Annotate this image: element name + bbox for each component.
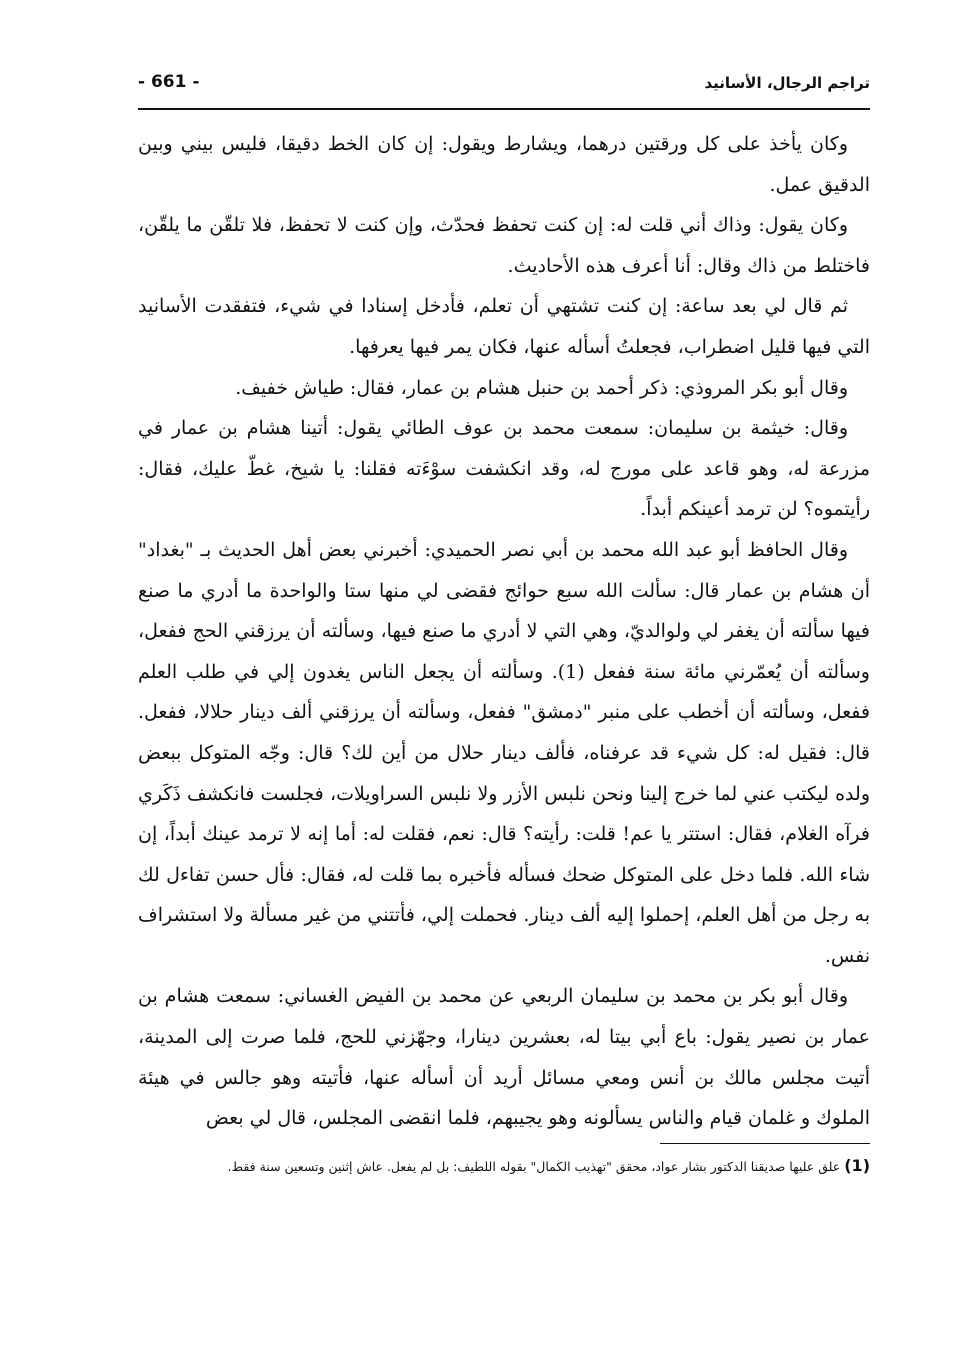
footnote: [138, 1152, 870, 1180]
paragraph: وقال: خيثمة بن سليمان: سمعت محمد بن عوف الطائي يقول: أتينا هشام بن عمار في مزرعة له، وهو قاعد على مورج له، وقد انكشفت سوْءَته فقلنا: يا شيخ، غطّ عليك، فقال: رأيتموه؟ لن ترمد أعينكم أبداً.: [138, 417, 871, 521]
header-divider: [138, 108, 870, 110]
paragraph: وقال أبو بكر بن محمد بن سليمان الربعي عن محمد بن الفيض الغساني: سمعت هشام بن عمار بن نصير يقول: باع أبي بيتا له، بعشرين دينارا، وجهّزني للحج، فلما صرت إلى المدينة، أتيت مجلس مالك بن أنس ومعي مسائل أريد أن أسأله عنها، فأتيته وهو جالس في هيئة الملوك و غلمان قيام والناس يسألونه وهو يجيبهم، فلما انقضى المجلس، قال لي بعض: [138, 985, 870, 1130]
page-header: [138, 68, 870, 102]
paragraph: وكان يأخذ على كل ورقتين درهما، ويشارط ويقول: إن كان الخط دقيقا، فليس بيني وبين الدقيق عمل.: [138, 133, 870, 196]
page-number: - 661 -: [138, 72, 200, 92]
footnote-divider: [660, 1143, 870, 1144]
paragraph: وقال الحافظ أبو عبد الله محمد بن أبي نصر الحميدي: أخبرني بعض أهل الحديث بـ "بغداد" أن هشام بن عمار قال: سألت الله سبع حوائج فقضى لي منها ستا والواحدة ما أدري ما صنع فيها سألته أن يغفر لي ولوالديّ، وهي التي لا أدري ما صنع فيها، وسألته أن يرزقني الحج ففعل، وسألته أن يُعمّرني مائة سنة ففعل (1). وسألته أن يجعل الناس يغدون إلي في طلب العلم ففعل، وسألته أن أخطب على منبر "دمشق" ففعل، وسألته أن يرزقني ألف دينار حلالا، ففعل. قال: فقيل له: كل شيء قد عرفناه، فألف دينار حلال من أين لك؟ قال: وجّه المتوكل ببعض ولده ليكتب عني لما خرج إلينا ونحن نلبس الأزر ولا نلبس السراويلات، فجلست فانكشف ذَكَري فرآه الغلام، فقال: استتر يا عم! قلت: رأيته؟ قال: نعم، فقلت له: أما إنه لا ترمد عينك أبداً، إن شاء الله. فلما دخل على المتوكل ضحك فسأله فأخبره بما قلت له، فقال: فأل حسن تفاءل لك به رجل من أهل العلم، إحملوا إليه ألف دينار. فحملت إلي، فأتتني من غير مسألة ولا استشراف نفس.: [138, 538, 870, 967]
footnote-marker: (1): [844, 1156, 870, 1175]
running-title: تراجم الرجال، الأسانيد: [704, 74, 870, 92]
paragraph: ثم قال لي بعد ساعة: إن كنت تشتهي أن تعلم، فأدخل إسنادا في شيء، فتفقدت الأسانيد التي فيها قليل اضطراب، فجعلتُ أسأله عنها، فكان يمر فيها يعرفها.: [138, 295, 870, 358]
paragraph: وقال أبو بكر المروذي: ذكر أحمد بن حنبل هشام بن عمار، فقال: طياش خفيف.: [235, 376, 848, 399]
footnote-text: علق عليها صديقنا الدكتور بشار عواد، محقق "تهذيب الكمال" بقوله اللطيف: بل لم يفعل. عاش إثنين وتسعين سنة فقط.: [227, 1159, 841, 1174]
main-text: [138, 124, 870, 1139]
paragraph: وكان يقول: وذاك أني قلت له: إن كنت تحفظ فحدّث، وإن كنت لا تحفظ، فلا تلقّن ما يلقّن، فاختلط من ذاك وقال: أنا أعرف هذه الأحاديث.: [138, 214, 870, 277]
